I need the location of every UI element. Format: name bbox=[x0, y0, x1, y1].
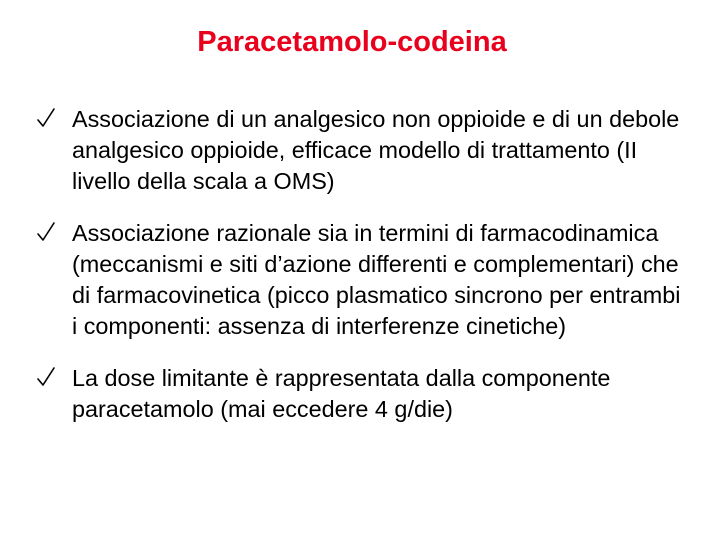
checkmark-icon bbox=[36, 219, 56, 245]
slide-title: Paracetamolo-codeina bbox=[197, 26, 507, 58]
bullet-text: La dose limitante è rappresentata dalla componente paracetamolo (mai eccedere 4 g/die) bbox=[72, 365, 611, 422]
bullet-item bbox=[36, 218, 686, 342]
bullet-text: Associazione razionale sia in termini di farmacodinamica (meccanismi e siti d’azione differenti e complementari) che di farmacovinetica (picco plasmatico sincrono per entrambi i componenti: assenza di interferenze cinetiche) bbox=[72, 220, 681, 339]
bullet-item bbox=[36, 363, 686, 425]
bullet-item bbox=[36, 104, 686, 197]
bullet-list bbox=[36, 104, 686, 446]
checkmark-icon bbox=[36, 105, 56, 131]
checkmark-icon bbox=[36, 364, 56, 390]
bullet-text: Associazione di un analgesico non oppioide e di un debole analgesico oppioide, efficace modello di trattamento (II livello della scala a OMS) bbox=[72, 106, 680, 194]
